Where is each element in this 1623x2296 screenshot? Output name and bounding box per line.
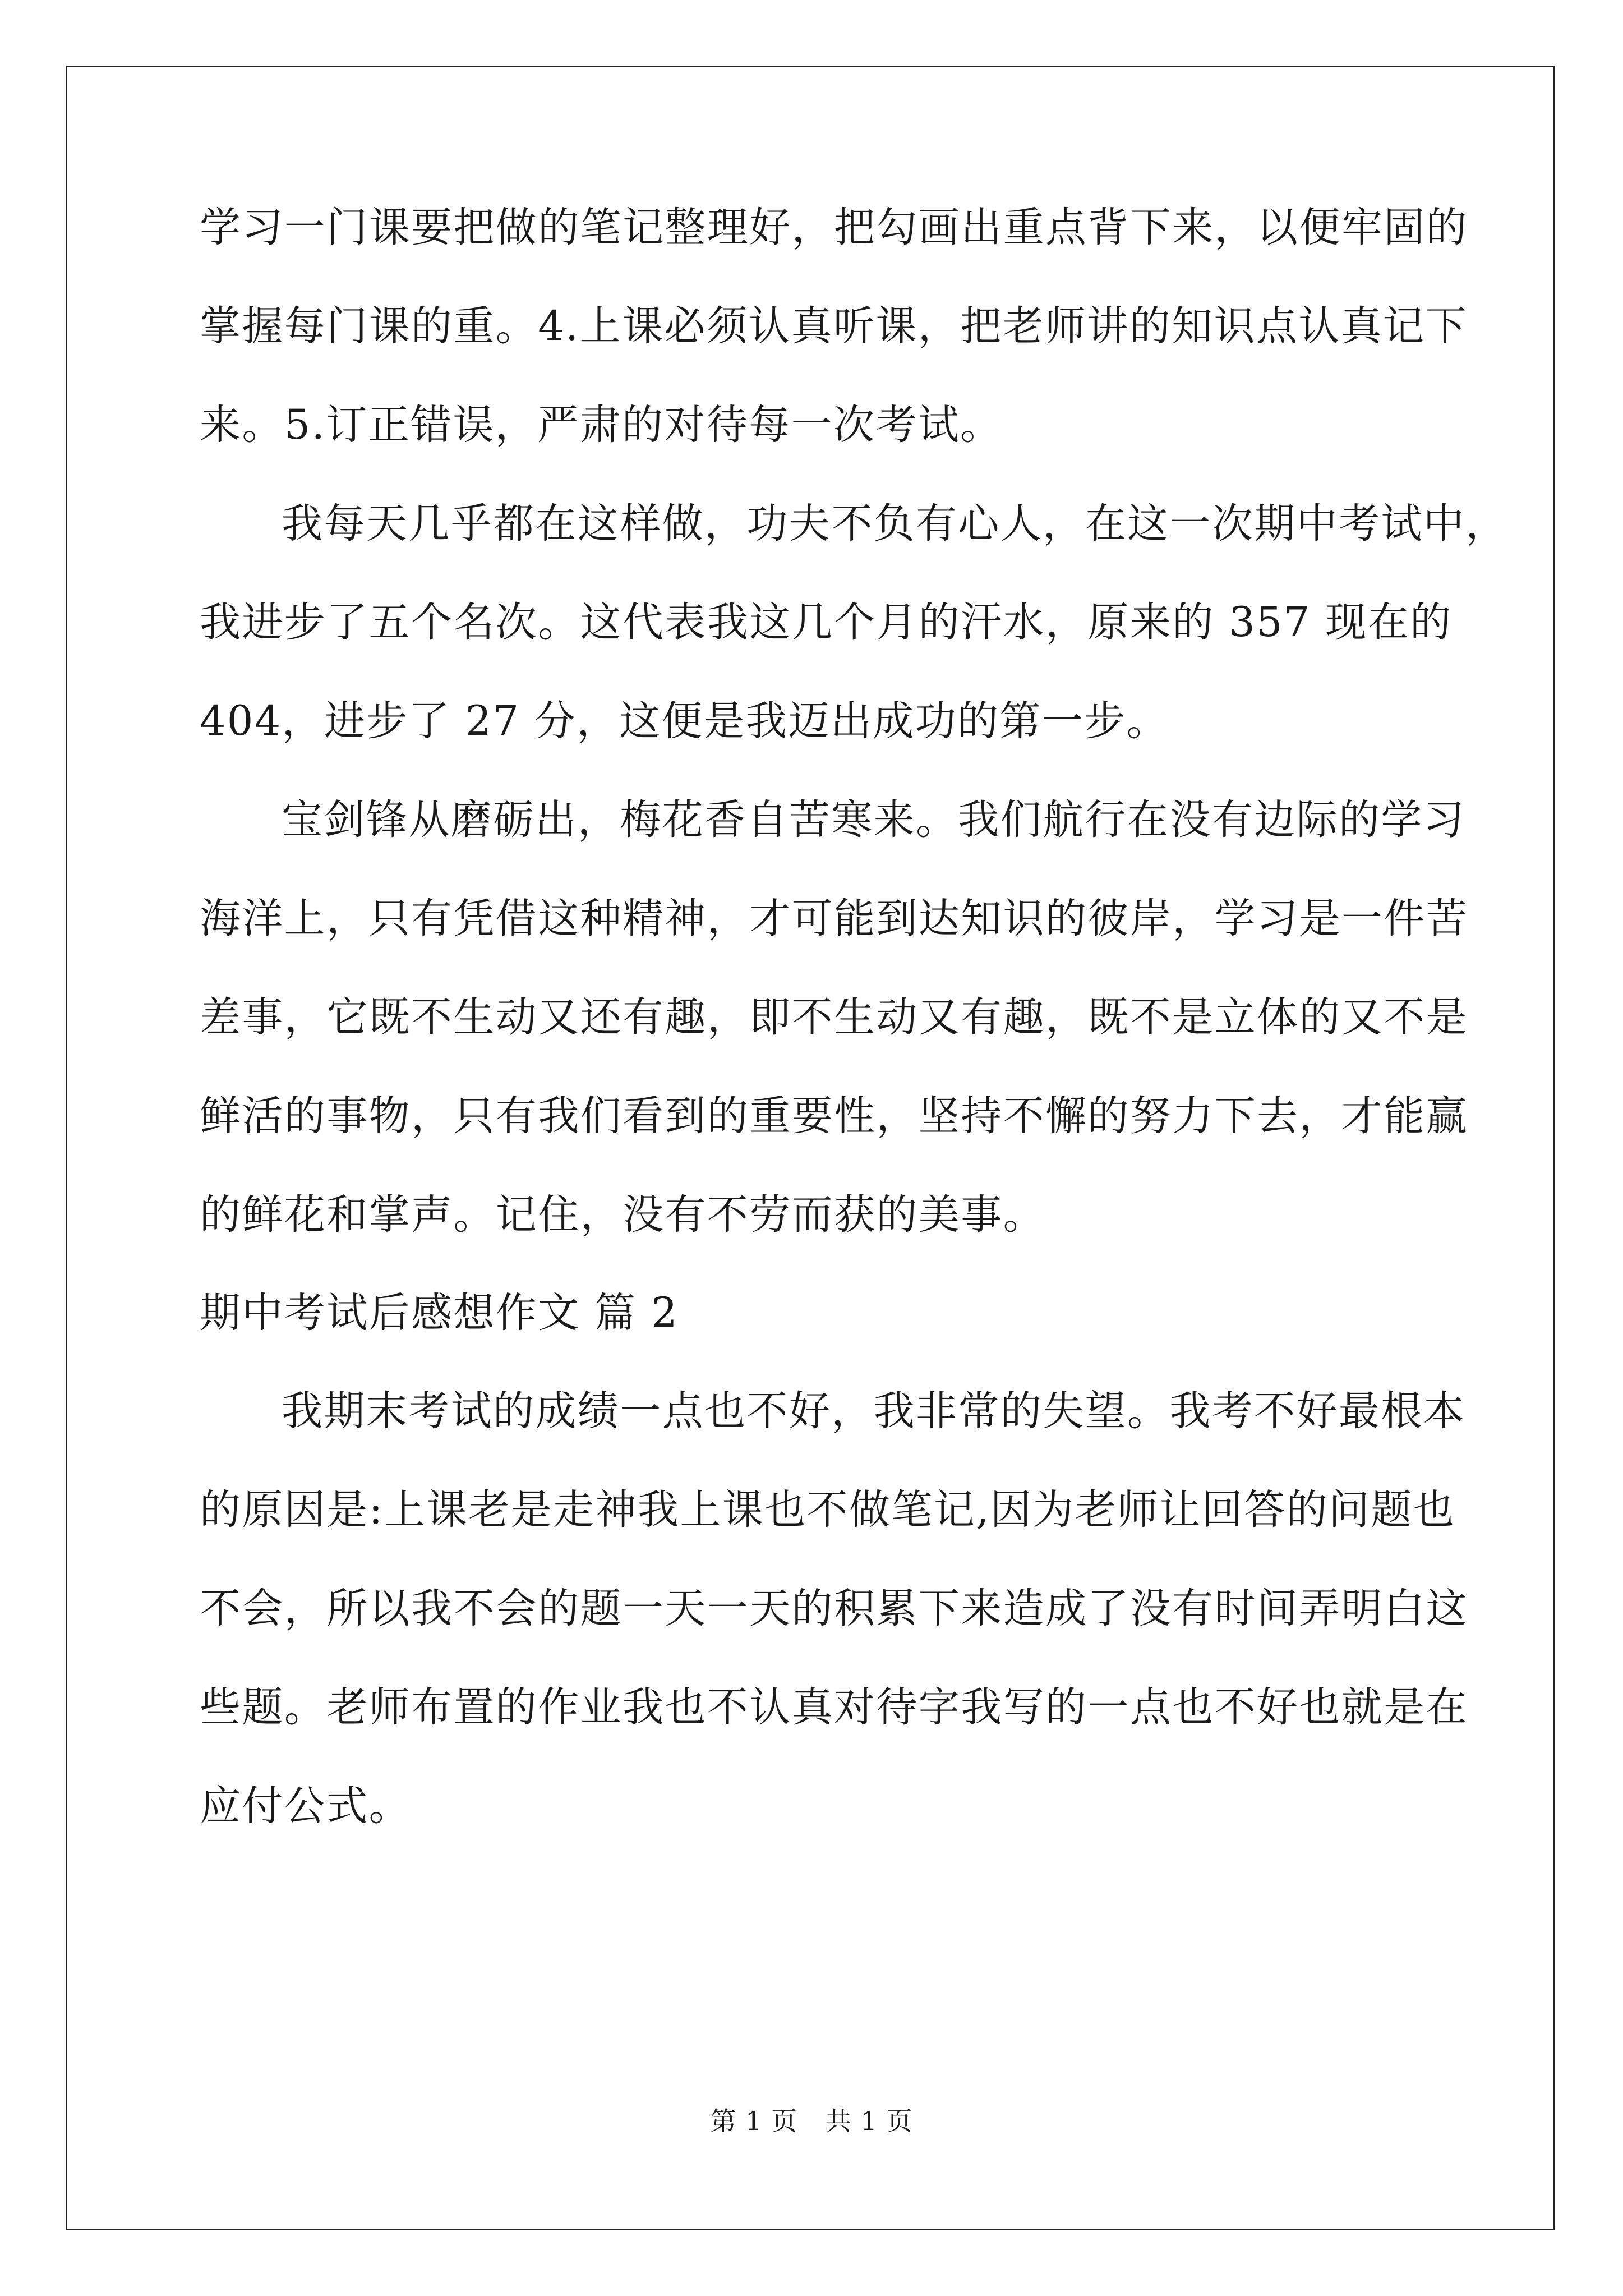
- text-line: 差事，它既不生动又还有趣，即不生动又有趣，既不是立体的又不是: [200, 993, 1468, 1041]
- page-footer: [0, 2105, 1623, 2137]
- document-body: [200, 203, 1508, 1831]
- paragraph-first-line: 我期末考试的成绩一点也不好，我非常的失望。我考不好最根本: [282, 1387, 1466, 1435]
- text-line: 不会，所以我不会的题一天一天的积累下来造成了没有时间弄明白这: [200, 1585, 1468, 1632]
- text-line: 404，进步了 27 分，这便是我迈出成功的第一步。: [200, 697, 1169, 745]
- page-number: 第 1 页: [710, 2106, 797, 2136]
- text-line: 掌握每门课的重。4.上课必须认真听课，把老师讲的知识点认真记下: [200, 302, 1468, 350]
- text-line: 来。5.订正错误，严肃的对待每一次考试。: [200, 401, 1003, 449]
- text-line: 的鲜花和掌声。记住，没有不劳而获的美事。: [200, 1191, 1045, 1239]
- paragraph-first-line: 我每天几乎都在这样做，功夫不负有心人，在这一次期中考试中，: [282, 500, 1508, 547]
- section-heading: 期中考试后感想作文 篇 2: [200, 1289, 679, 1337]
- page-total: 共 1 页: [826, 2106, 913, 2136]
- text-line: 海洋上，只有凭借这种精神，才可能到达知识的彼岸，学习是一件苦: [200, 895, 1468, 942]
- text-line: 应付公式。: [200, 1782, 411, 1830]
- text-line: 我进步了五个名次。这代表我这几个月的汗水，原来的 357 现在的: [200, 599, 1453, 646]
- text-line: 的原因是:上课老是走神我上课也不做笔记,因为老师让回答的问题也: [200, 1486, 1456, 1534]
- text-line: 鲜活的事物，只有我们看到的重要性，坚持不懈的努力下去，才能赢: [200, 1092, 1468, 1140]
- text-line: 些题。老师布置的作业我也不认真对待字我写的一点也不好也就是在: [200, 1683, 1468, 1731]
- paragraph-first-line: 宝剑锋从磨砺出，梅花香自苦寒来。我们航行在没有边际的学习: [282, 796, 1466, 844]
- text-line: 学习一门课要把做的笔记整理好，把勾画出重点背下来，以便牢固的: [200, 204, 1468, 251]
